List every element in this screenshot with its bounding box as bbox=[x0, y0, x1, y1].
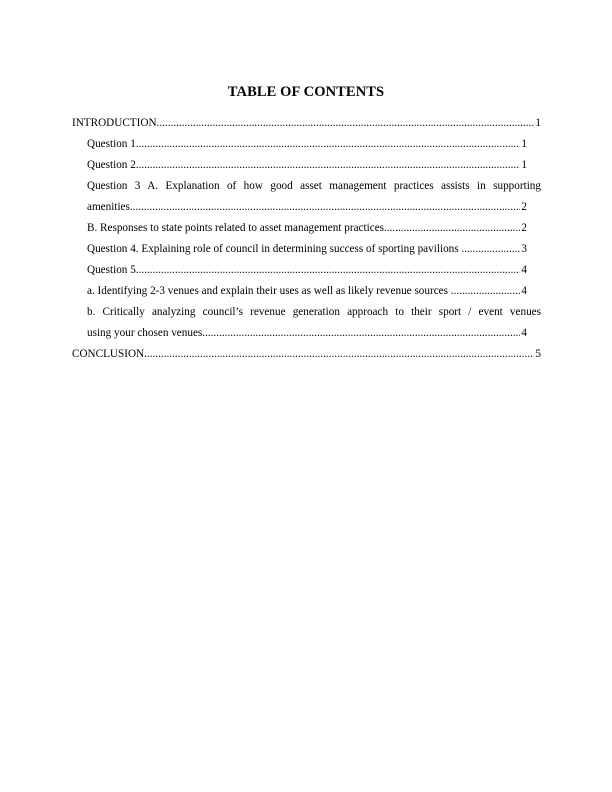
toc-entry-question-2[interactable] bbox=[72, 155, 541, 176]
toc-entry-text-line1: Question 3 A. Explanation of how good asset management practices assists in supporting bbox=[87, 180, 541, 192]
toc-entry-text-line1: b. Critically analyzing council’s revenue generation approach to their sport / event venues bbox=[87, 306, 541, 318]
toc-leader-dots bbox=[136, 155, 521, 176]
toc-entry-introduction[interactable] bbox=[72, 113, 541, 134]
toc-page-number: 4 bbox=[521, 264, 527, 276]
toc-entry-question-3b[interactable] bbox=[72, 218, 541, 239]
toc-entry-question-5a[interactable] bbox=[72, 281, 541, 302]
toc-entry-question-5b[interactable] bbox=[72, 302, 541, 344]
toc-title: TABLE OF CONTENTS bbox=[227, 84, 385, 100]
toc-entry-text: Question 2 bbox=[87, 159, 136, 171]
toc-entry-question-1[interactable] bbox=[72, 134, 541, 155]
toc-page-number: 5 bbox=[535, 348, 541, 360]
toc-leader-dots bbox=[461, 239, 520, 260]
toc-page-number: 1 bbox=[521, 138, 527, 150]
toc-entry-text: Question 4. Explaining role of council in determining success of sporting pavilions bbox=[87, 243, 462, 255]
toc-entry-text: Question 1 bbox=[87, 138, 136, 150]
toc-page-number: 3 bbox=[521, 243, 527, 255]
toc-entry-text: using your chosen venues bbox=[87, 327, 203, 339]
toc-entry-text: CONCLUSION bbox=[72, 348, 145, 360]
toc-entry-question-5[interactable] bbox=[72, 260, 541, 281]
toc-leader-dots bbox=[136, 134, 521, 155]
toc-entry-conclusion[interactable] bbox=[72, 344, 541, 365]
toc-page-number: 4 bbox=[521, 327, 527, 339]
toc-entry-text: Question 5 bbox=[87, 264, 136, 276]
toc-page-number: 4 bbox=[521, 285, 527, 297]
toc-entry-text: B. Responses to state points related to asset management practices bbox=[87, 222, 385, 234]
table-of-contents bbox=[72, 113, 541, 365]
toc-entry-text: amenities bbox=[87, 201, 130, 213]
toc-leader-dots bbox=[157, 113, 535, 134]
toc-page-number: 1 bbox=[521, 159, 527, 171]
toc-leader-dots bbox=[202, 323, 520, 344]
toc-entry-question-3a[interactable] bbox=[72, 176, 541, 218]
toc-leader-dots bbox=[130, 197, 521, 218]
toc-entry-question-4[interactable] bbox=[72, 239, 541, 260]
toc-page-number: 2 bbox=[521, 222, 527, 234]
toc-page-number: 2 bbox=[521, 201, 527, 213]
toc-page-number: 1 bbox=[535, 117, 541, 129]
toc-entry-text: a. Identifying 2-3 venues and explain their uses as well as likely revenue sources bbox=[87, 285, 451, 297]
toc-leader-dots bbox=[384, 218, 520, 239]
toc-leader-dots bbox=[136, 260, 521, 281]
toc-leader-dots bbox=[451, 281, 521, 302]
toc-entry-text: INTRODUCTION bbox=[72, 117, 157, 129]
toc-leader-dots bbox=[144, 344, 534, 365]
